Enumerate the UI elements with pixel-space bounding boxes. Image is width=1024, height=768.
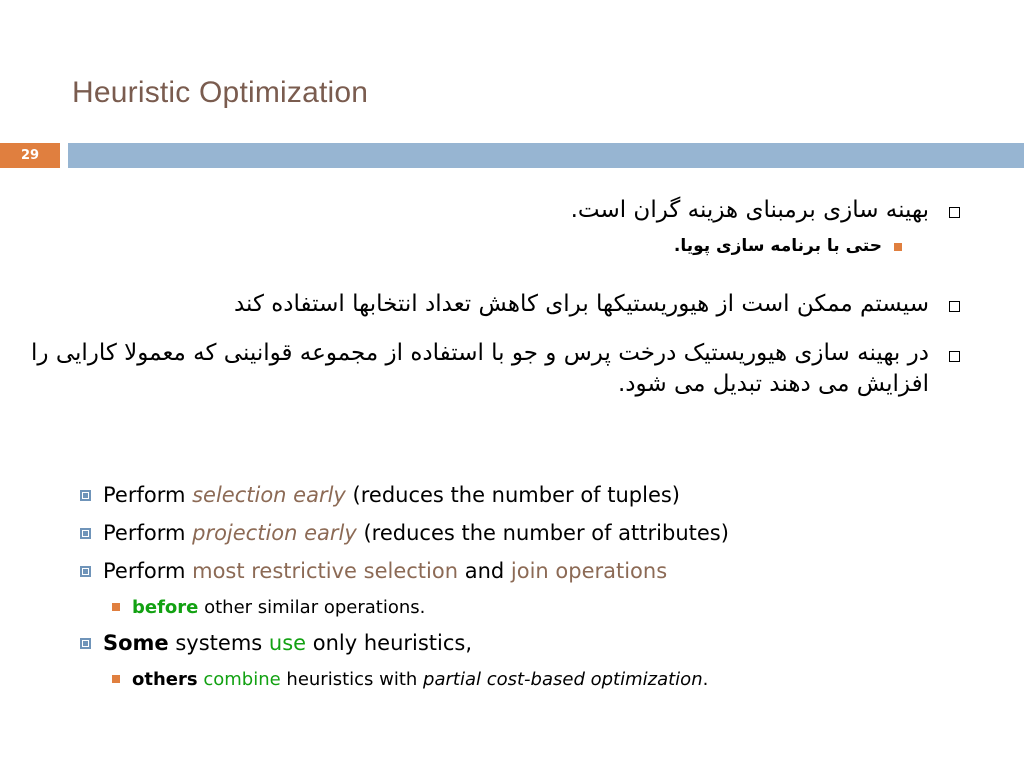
persian-subtext-1: حتی با برنامه سازی پویا. xyxy=(673,236,882,256)
english-bullet-list xyxy=(80,476,980,696)
square-bullet-icon xyxy=(80,566,91,577)
persian-item-3 xyxy=(30,338,960,400)
orange-square-bullet-icon xyxy=(894,243,902,251)
persian-text-2: سیستم ممکن است از هیوریستیکها برای کاهش تعداد انتخابها استفاده کند xyxy=(233,291,929,317)
hollow-square-bullet-icon xyxy=(949,351,960,362)
orange-square-bullet-icon xyxy=(112,603,120,611)
list-item: Perform selection early (reduces the number of tuples) xyxy=(80,476,980,514)
list-item: Perform most restrictive selection and join operations xyxy=(80,552,980,590)
sub-list-item: before other similar operations. xyxy=(80,590,980,624)
list-item: Some systems use only heuristics, xyxy=(80,624,980,662)
hollow-square-bullet-icon xyxy=(949,207,960,218)
slide-title: Heuristic Optimization xyxy=(72,76,369,109)
square-bullet-icon xyxy=(80,490,91,501)
square-bullet-icon xyxy=(80,638,91,649)
hollow-square-bullet-icon xyxy=(949,301,960,312)
persian-text-1: بهینه سازی برمبنای هزینه گران است. xyxy=(570,197,929,223)
list-item: Perform projection early (reduces the number of attributes) xyxy=(80,514,980,552)
persian-item-1 xyxy=(571,194,960,227)
square-bullet-icon xyxy=(80,528,91,539)
header-bar xyxy=(68,143,1024,168)
orange-square-bullet-icon xyxy=(112,675,120,683)
slide-number: 29 xyxy=(0,143,60,168)
persian-text-3: در بهینه سازی هیوریستیک درخت پرس و جو با استفاده از مجموعه قوانینی که معمولا کارایی را افزایش می دهند تبدیل می شود. xyxy=(31,340,929,397)
persian-item-2 xyxy=(234,288,960,321)
sub-list-item: others combine heuristics with partial cost-based optimization . xyxy=(80,662,980,696)
persian-subitem-1 xyxy=(674,233,902,259)
